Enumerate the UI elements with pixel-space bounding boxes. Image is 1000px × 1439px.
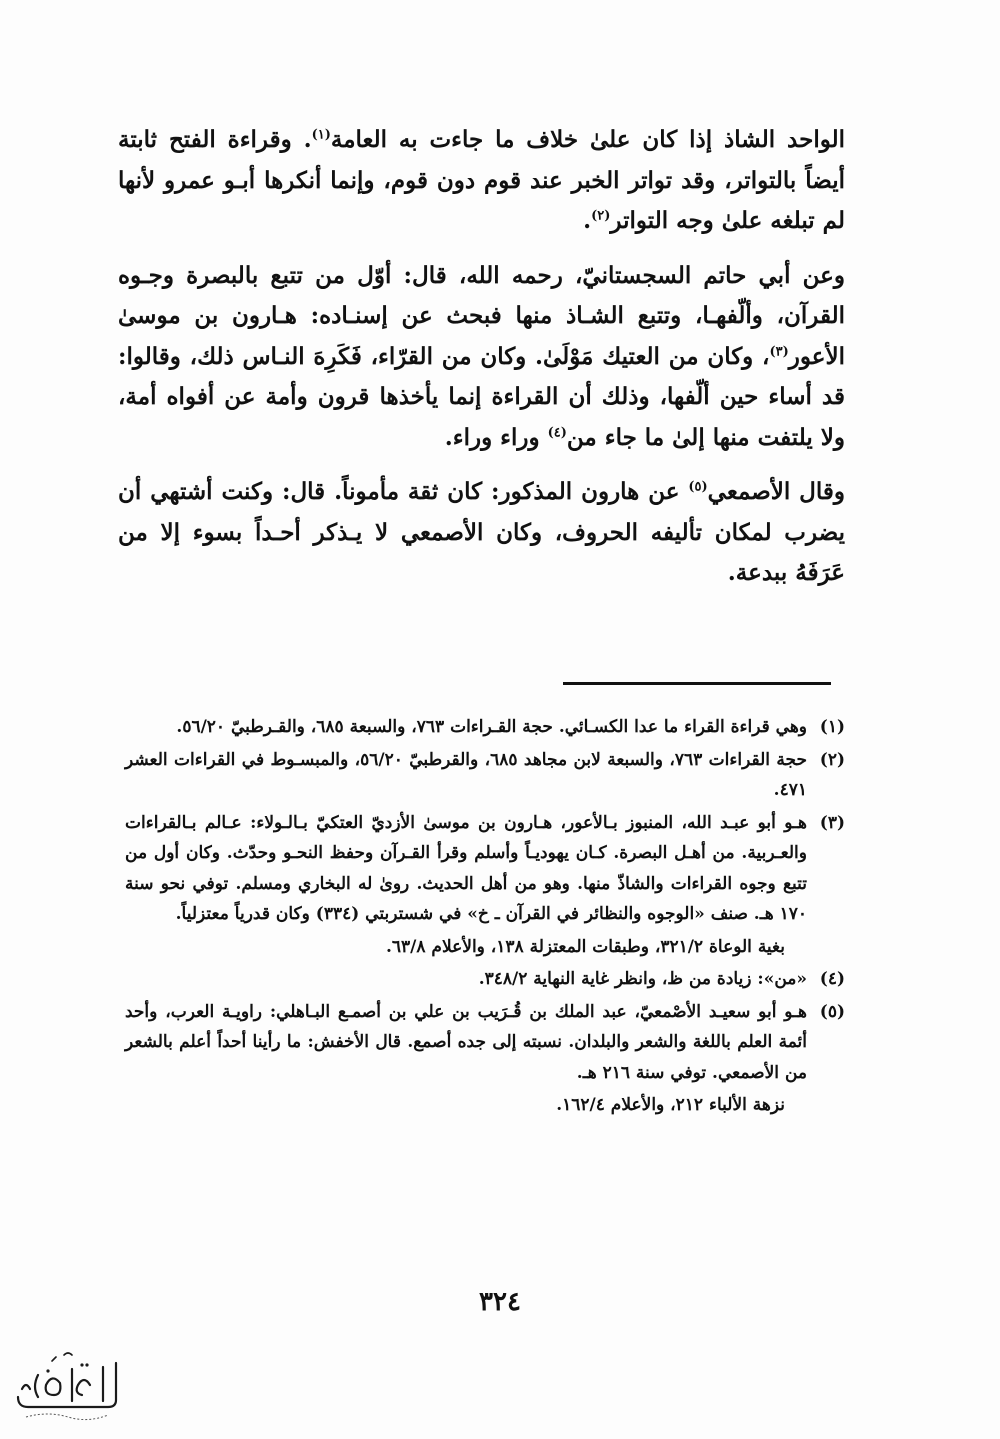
footnote-text: هـو أبو عبـد الله، المنبوز بـالأعور، هـارون بن موسىٰ الأزديّ العتكيّ بـالـولاء: عـالم بـالقراءات والعـربية. من أهـل البصرة. كـان يهوديـاً وأسلم وقرأ القـرآن وحفظ النحـو وحدّث. وكان أول من تتبع وجوه القراءات والشاذّ منها. وهو من أهل الحديث. روىٰ له البخاري ومسلم. توفي نحو سنة ١٧٠ هـ. صنف «الوجوه والنظائر في القرآن ـ خ» في شستربتي (٣٣٤) وكان قدرياً معتزلياً.: [125, 812, 807, 924]
footnote-5-reference: نزهة الألباء ٢١٢، والأعلام ١٦٢/٤.: [556, 1095, 785, 1115]
footnote-text: وهي قراءة القراء ما عدا الكسـائي. حجة القـراءات ٧٦٣، والسبعة ٦٨٥، والقـرطبيّ ٥٦/٢٠.: [176, 717, 807, 737]
footnote-number: (١): [819, 717, 845, 737]
footnote-number: (٣): [819, 812, 845, 833]
footnote-text: هـو أبو سعيـد الأصْمعيّ، عبد الملك بن قُـرَيب بن علي بن أصمـع البـاهلي: راويـة العرب، وأحد أئمة العلم باللغة والشعر والبلدان. نسبته إلى جده أصمع. قال الأخفش: ما رأينا أحداً أعلم بالشعر من الأصمعي. توفي سنة ٢١٦ هـ.: [125, 1001, 807, 1083]
paragraph-2-part-b: ، وكان من العتيك مَوْلَىٰ. وكان من القرّاء، فَكَرِهَ النـاس ذلك، وقالوا: قد أساء حين ألّفها، وذلك أن القراءة إنما يأخذها قرون وأمة عن أفواه أمة، ولا يلتفت منها إلىٰ ما جاء من: [118, 342, 845, 451]
paragraph-2-part-c: وراء وراء.: [444, 423, 548, 451]
footnotes-section: [125, 712, 845, 1123]
footnote-number: (٥): [819, 1001, 845, 1022]
paragraph-1-part-c: .: [583, 207, 592, 234]
paragraph-2-part-a: وعن أبي حاتم السجستانيّ، رحمه الله، قال: أوّل من تتبع بالبصرة وجـوه القرآن، وألّفهـا، وتتبع الشـاذ منها فبحث عن إسنـاده: هـارون بن موسىٰ الأعور: [118, 261, 845, 370]
main-text: [118, 120, 845, 608]
footnote-2: [125, 745, 845, 806]
footnote-ref-5: (٥): [688, 479, 708, 495]
footnote-3-reference: بغية الوعاة ٣٢١/٢، وطبقات المعتزلة ١٣٨، والأعلام ٦٣/٨.: [385, 936, 785, 957]
footnote-ref-1: (١): [311, 127, 331, 143]
footnote-ref-3: (٣): [769, 343, 789, 359]
paragraph-3: [118, 472, 845, 594]
page-number: ٣٢٤: [479, 1287, 521, 1317]
paragraph-3-part-a: وقال الأصمعي: [707, 478, 846, 505]
footnote-1: [125, 712, 845, 743]
footnote-number: (٢): [819, 749, 845, 770]
paragraph-1-part-b: . وقراءة الفتح ثابتة أيضاً بالتواتر، وقد تواتر الخبر عند قوم دون قوم، وإنما أنكرها أبـو عمرو لأنها لم تبلغه علىٰ وجه التواتر: [118, 126, 845, 234]
paragraph-1-part-a: الواحد الشاذ إذا كان علىٰ خلاف ما جاءت به العامة: [330, 126, 845, 153]
footnote-ref-2: (٢): [591, 208, 611, 224]
footnote-text: حجة القراءات ٧٦٣، والسبعة لابن مجاهد ٦٨٥، والقرطبيّ ٥٦/٢٠، والمبسـوط في القراءات العشر ٤٧١.: [125, 749, 808, 800]
footnote-3: [125, 808, 845, 930]
footnote-ref-4: (٤): [547, 424, 567, 440]
footnote-text: «من»: زيادة من ظ، وانظر غاية النهاية ٣٤٨/٢.: [478, 969, 807, 989]
footnote-separator: [563, 682, 831, 685]
paragraph-2: [118, 256, 845, 459]
watermark-logo-icon: [8, 1345, 123, 1425]
footnote-5: [125, 997, 845, 1089]
calligraphy-watermark-logo: [8, 1345, 123, 1425]
footnote-number: (٤): [819, 969, 845, 989]
paragraph-3-part-b: عن هارون المذكور: كان ثقة مأموناً. قال: وكنت أشتهي أن يضرب لمكان تأليفه الحروف، وكان الأصمعي لا يـذكر أحـداً بسوء إلا من عَرَفَهُ ببدعة.: [118, 478, 845, 586]
footnote-4: [125, 964, 845, 995]
paragraph-1: [118, 120, 845, 242]
